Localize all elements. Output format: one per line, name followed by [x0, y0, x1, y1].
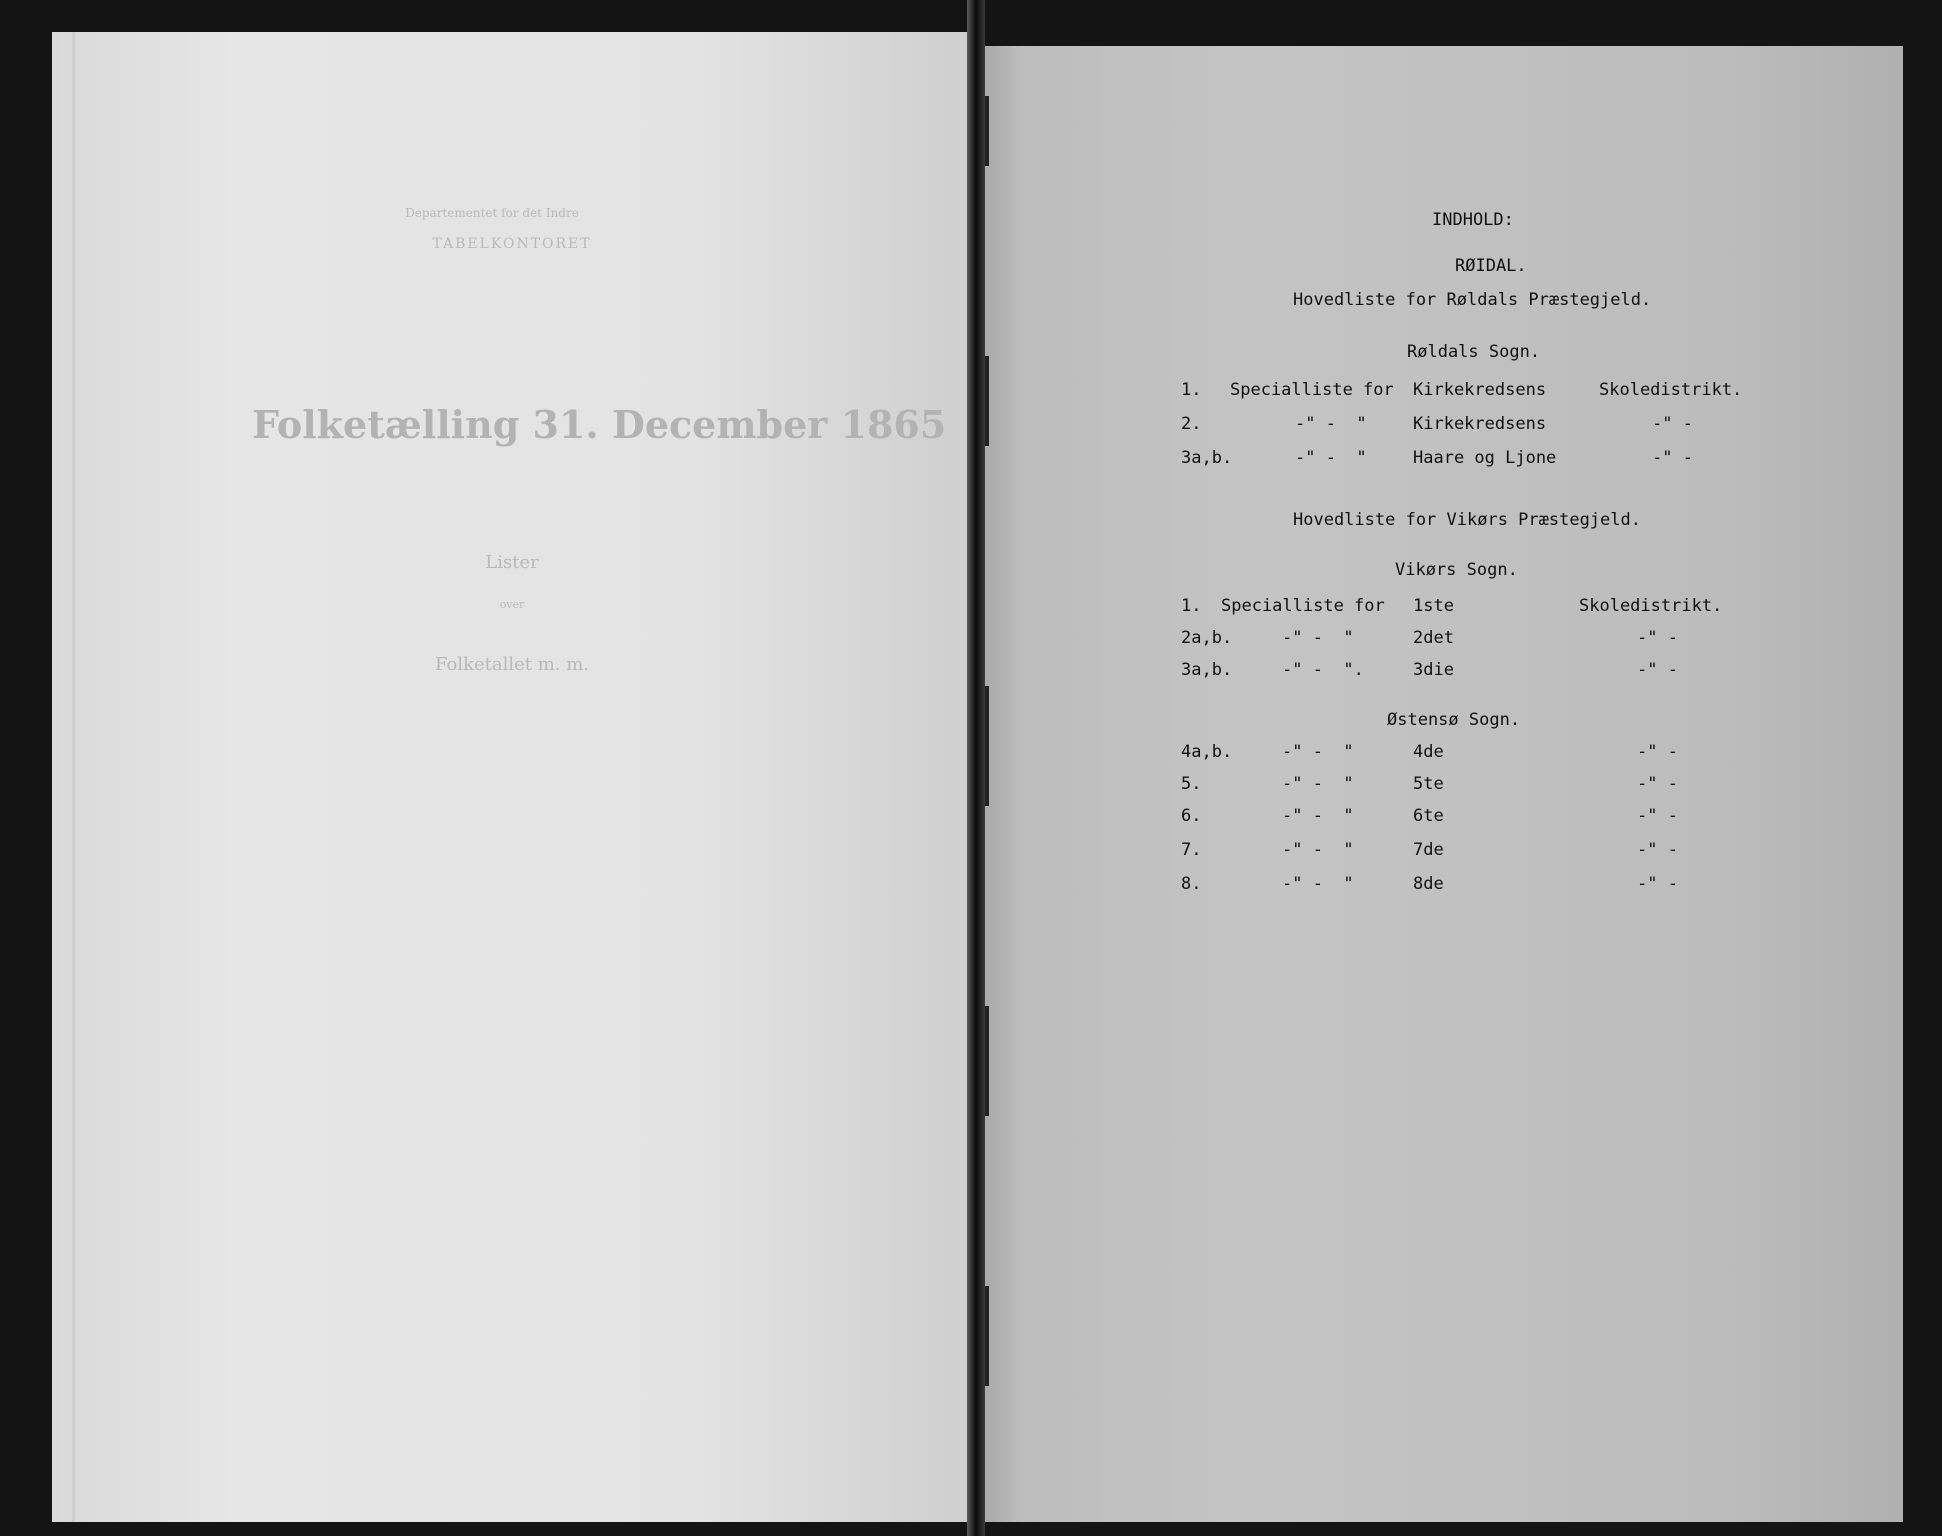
row-number: 7.	[1181, 840, 1202, 860]
row-district: 5te	[1413, 774, 1444, 794]
main-list-2: Hovedliste for Vikørs Præstegjeld.	[1293, 510, 1641, 530]
row-district: 4de	[1413, 742, 1444, 762]
row-district: 8de	[1413, 874, 1444, 894]
book-spine	[967, 0, 985, 1536]
row-school: -" -	[1637, 774, 1678, 794]
row-number: 2a,b.	[1181, 628, 1233, 648]
binding-mark	[985, 356, 989, 446]
row-kind: -" - "	[1295, 414, 1367, 434]
place-heading: RØIDAL.	[1455, 256, 1527, 276]
row-kind: -" - ".	[1282, 660, 1364, 680]
row-school: -" -	[1637, 840, 1678, 860]
page-edge	[72, 32, 75, 1522]
row-district: Kirkekredsens	[1413, 414, 1547, 434]
binding-mark	[985, 686, 989, 806]
row-school: -" -	[1652, 414, 1693, 434]
parish-heading-1: Røldals Sogn.	[1407, 342, 1541, 362]
row-kind: Specialliste for	[1230, 380, 1394, 400]
row-district: 6te	[1413, 806, 1444, 826]
binding-mark	[985, 1006, 989, 1116]
binding-mark	[985, 96, 989, 166]
row-kind: -" - "	[1282, 806, 1354, 826]
row-school: -" -	[1637, 742, 1678, 762]
main-list-1: Hovedliste for Røldals Præstegjeld.	[1293, 290, 1652, 310]
left-page	[52, 32, 967, 1522]
folketallet-line: Folketallet m. m.	[434, 654, 590, 675]
row-kind: -" - "	[1282, 774, 1354, 794]
row-number: 3a,b.	[1181, 660, 1233, 680]
row-school: -" -	[1637, 806, 1678, 826]
row-school: Skoledistrikt.	[1579, 596, 1723, 616]
row-number: 1.	[1181, 596, 1202, 616]
row-school: -" -	[1637, 874, 1678, 894]
row-number: 5.	[1181, 774, 1202, 794]
lister-line: Lister	[485, 552, 539, 573]
right-page	[985, 46, 1903, 1522]
row-kind: -" - "	[1295, 448, 1367, 468]
row-district: 2det	[1413, 628, 1454, 648]
row-district: Kirkekredsens	[1413, 380, 1547, 400]
binding-mark	[985, 1286, 989, 1386]
row-school: -" -	[1637, 660, 1678, 680]
row-kind: -" - "	[1282, 840, 1354, 860]
row-district: Haare og Ljone	[1413, 448, 1557, 468]
row-number: 4a,b.	[1181, 742, 1233, 762]
row-school: -" -	[1652, 448, 1693, 468]
department-line: Departementet for det Indre	[405, 206, 579, 220]
row-school: Skoledistrikt.	[1599, 380, 1743, 400]
parish-heading-3: Østensø Sogn.	[1387, 710, 1521, 730]
row-district: 1ste	[1413, 596, 1454, 616]
row-number: 8.	[1181, 874, 1202, 894]
row-district: 3die	[1413, 660, 1454, 680]
row-kind: -" - "	[1282, 742, 1354, 762]
toc-heading: INDHOLD:	[1432, 210, 1514, 230]
row-school: -" -	[1637, 628, 1678, 648]
row-kind: -" - "	[1282, 874, 1354, 894]
parish-heading-2: Vikørs Sogn.	[1395, 560, 1518, 580]
row-number: 1.	[1181, 380, 1202, 400]
over-line: over	[499, 598, 525, 611]
row-district: 7de	[1413, 840, 1444, 860]
row-kind: Specialliste for	[1221, 596, 1385, 616]
row-number: 6.	[1181, 806, 1202, 826]
row-number: 2.	[1181, 414, 1202, 434]
office-line: TABELKONTORET	[432, 236, 592, 252]
row-kind: -" - "	[1282, 628, 1354, 648]
census-title: Folketælling 31. December 1865	[252, 402, 947, 447]
row-number: 3a,b.	[1181, 448, 1233, 468]
